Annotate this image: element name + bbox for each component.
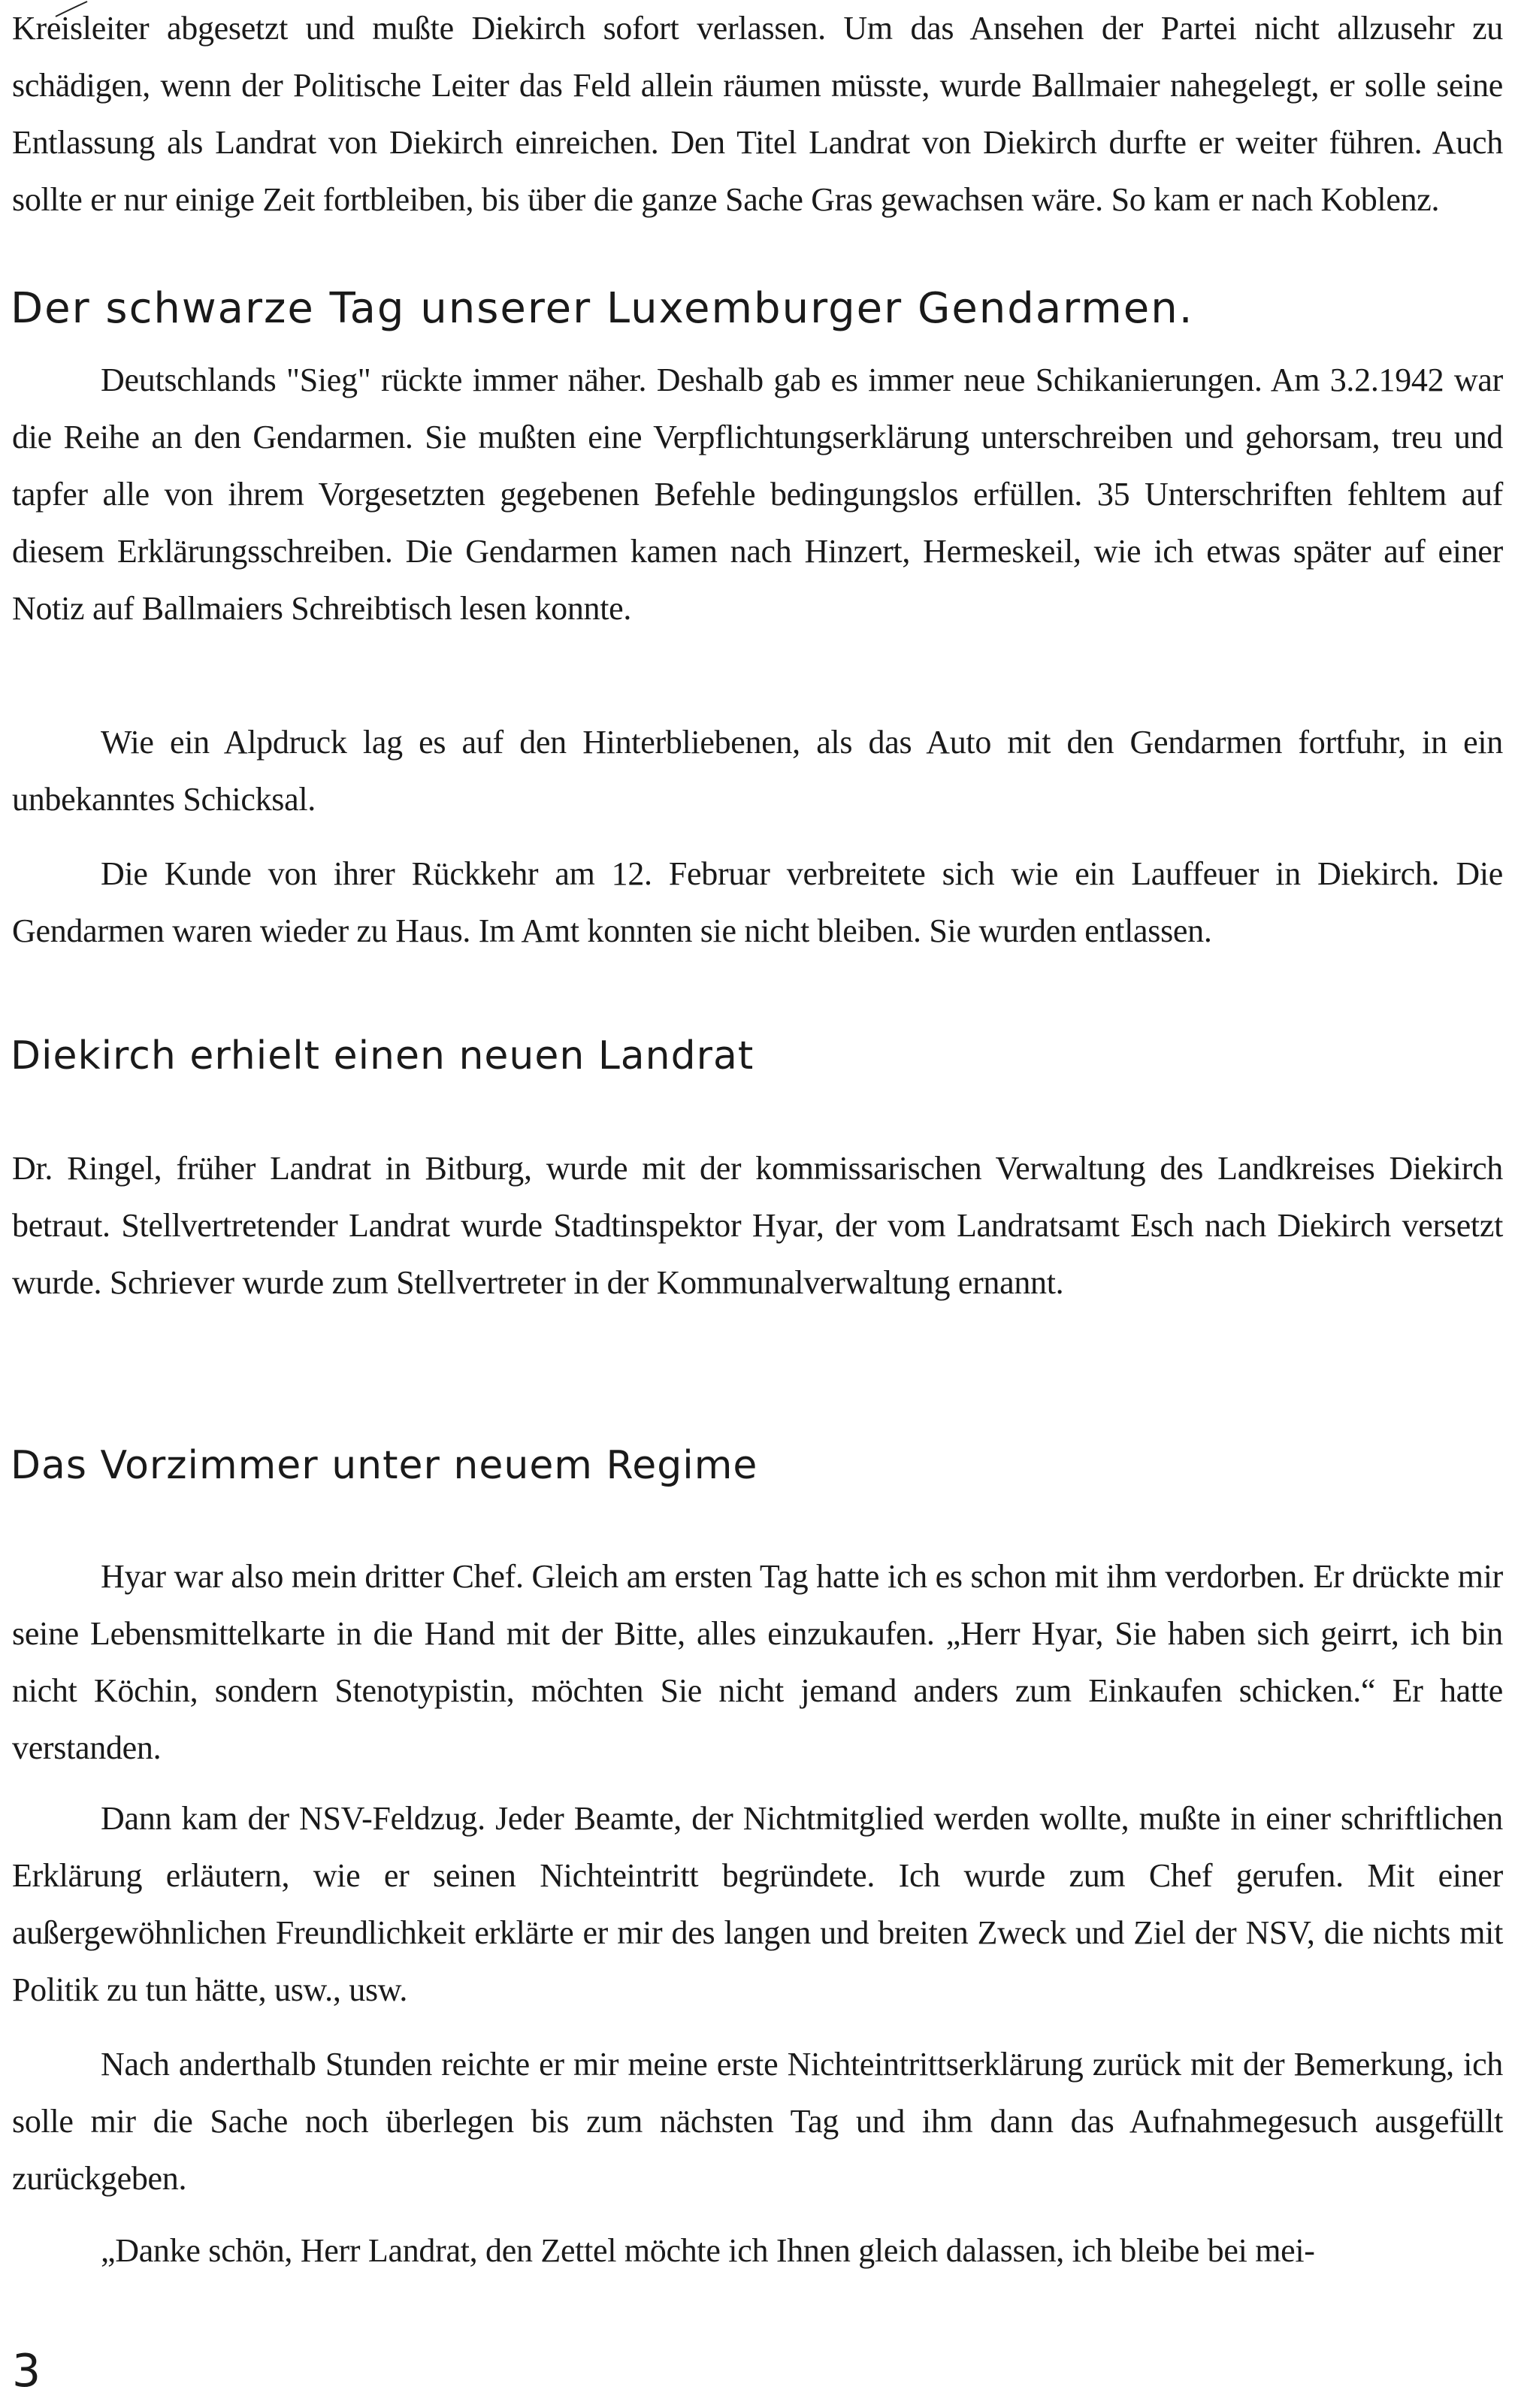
paragraph-nsv: Dann kam der NSV-Feldzug. Jeder Beamte, der Nichtmitglied werden wollte, mußte in einer schriftlichen Erklärung erläutern, wie er seinen Nichteintritt begründete. Ich wurde zum Chef gerufen. Mit einer außergewöhnlichen Freundlichkeit erklärte er mir des langen und breiten Zweck und Ziel der NSV, die nichts mit Politik zu tun hätte, usw., usw. (12, 1800, 1503, 2008)
heading-gendarmen: Der schwarze Tag unserer Luxemburger Gendarmen. (11, 284, 1194, 333)
paragraph-gendarmen: Deutschlands "Sieg" rückte immer näher. Deshalb gab es immer neue Schikanierungen. Am 3.2.1942 war die Reihe an den Gendarmen. Sie mußten eine Verpflichtungserklärung unterschreiben und gehorsam, treu und tapfer alle von ihrem Vorgesetzten gegebenen Befehle bedingungslos erfüllen. 35 Unterschriften fehltem auf diesem Erklärungsschreiben. Die Gendarmen kamen nach Hinzert, Hermeskeil, wie ich etwas später auf einer Notiz auf Ballmaiers Schreibtisch lesen konnte. (12, 362, 1503, 627)
paragraph-nichteintritt: Nach anderthalb Stunden reichte er mir meine erste Nichteintrittserklärung zurück mit der Bemerkung, ich solle mir die Sache noch überlegen bis zum nächsten Tag und ihm dann das Aufnahmegesuch ausgefüllt zurückgeben. (12, 2046, 1503, 2197)
paragraph-alpdruck: Wie ein Alpdruck lag es auf den Hinterbliebenen, als das Auto mit den Gendarmen fortfuhr, in ein unbekanntes Schicksal. (12, 724, 1503, 818)
paragraph-hyar: Hyar war also mein dritter Chef. Gleich am ersten Tag hatte ich es schon mit ihm verdorben. Er drückte mir seine Lebensmittelkarte in die Hand mit der Bitte, alles einzukaufen. „Herr Hyar, Sie haben sich geirrt, ich bin nicht Köchin, sondern Stenotypistin, möchten Sie nicht jemand anders zum Einkaufen schicken.“ Er hatte verstanden. (12, 1558, 1503, 1766)
paragraph-intro: Kreisleiter abgesetzt und mußte Diekirch sofort verlassen. Um das Ansehen der Partei nicht allzusehr zu schädigen, wenn der Politische Leiter das Feld allein räumen müsste, wurde Ballmaier nahegelegt, er solle seine Entlassung als Landrat von Diekirch einreichen. Den Titel Landrat von Diekirch durfte er weiter führen. Auch sollte er nur einige Zeit fortbleiben, bis über die ganze Sache Gras gewachsen wäre. So kam er nach Koblenz. (12, 10, 1503, 218)
paragraph-danke: „Danke schön, Herr Landrat, den Zettel möchte ich Ihnen gleich dalassen, ich bleibe bei mei- (101, 2232, 1315, 2269)
page-number: 3 (12, 2345, 41, 2397)
paragraph-rueckkehr: Die Kunde von ihrer Rückkehr am 12. Februar verbreitete sich wie ein Lauffeuer in Diekirch. Die Gendarmen waren wieder zu Haus. Im Amt konnten sie nicht bleiben. Sie wurden entlassen. (12, 855, 1503, 949)
heading-vorzimmer: Das Vorzimmer unter neuem Regime (11, 1443, 758, 1488)
heading-neuer-landrat: Diekirch erhielt einen neuen Landrat (11, 1033, 754, 1078)
paragraph-ringel: Dr. Ringel, früher Landrat in Bitburg, wurde mit der kommissarischen Verwaltung des Landkreises Diekirch betraut. Stellvertretender Landrat wurde Stadtinspektor Hyar, der vom Landratsamt Esch nach Diekirch versetzt wurde. Schriever wurde zum Stellvertreter in der Kommunalverwaltung ernannt. (12, 1150, 1503, 1301)
